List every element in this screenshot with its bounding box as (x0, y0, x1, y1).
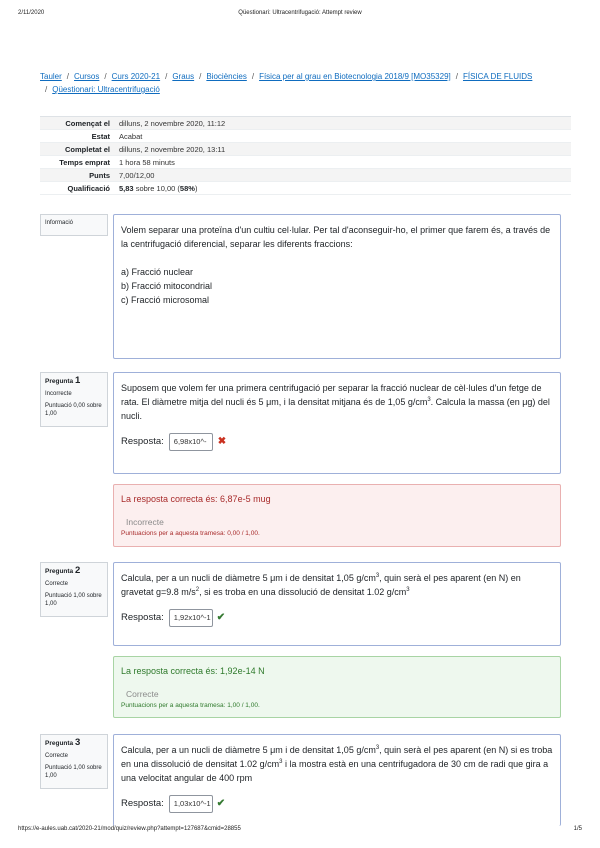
incorrect-icon: ✖ (217, 436, 227, 447)
summary-label: Estat (91, 132, 110, 141)
question-text: Calcula, per a un nucli de diàmetre 5 μm i de densitat 1,05 $g/cm^3$, quin serà el pes aparent (en N) en gravetat g=9.8 $m/s^2$, si es troba en una dissolució de densitat 1.02 $g/cm^3$ (121, 573, 521, 597)
breadcrumb-cursos[interactable]: Cursos (74, 72, 100, 81)
grade-suffix: sobre 10,00 (135, 184, 176, 193)
summary-label: Començat el (65, 119, 110, 128)
summary-row (40, 156, 571, 169)
question-state: Correcte (45, 753, 69, 759)
breadcrumb-separator: / (66, 72, 70, 81)
answer-input[interactable]: 6,98x10^- (169, 433, 213, 451)
answer-row (121, 609, 553, 627)
question-content (113, 562, 561, 718)
print-footer (18, 826, 582, 836)
question-mark: Puntuació 1,00 sobre 1,00 (45, 765, 102, 779)
info-text: Volem separar una proteïna d'un cultiu cel·lular. Per tal d'aconseguir-ho, el primer que farem és, a través de la centrifugació diferencial, separar les diferents fraccions: (121, 225, 551, 249)
summary-row (40, 169, 571, 182)
summary-value: dilluns, 2 novembre 2020, 11:12 (119, 119, 226, 128)
question-formulation (113, 734, 561, 826)
question-mark: Puntuació 1,00 sobre 1,00 (45, 593, 102, 607)
feedback-state: Correcte (126, 689, 159, 699)
print-title: Qüestionari: Ultracentrifugació: Attempt review (238, 10, 362, 16)
question-feedback (113, 656, 561, 718)
breadcrumb-separator: / (251, 72, 255, 81)
question-state: Correcte (45, 581, 69, 587)
right-answer: La resposta correcta és: 6,87e-5 mug (121, 494, 271, 504)
answer-label: Resposta: (121, 798, 164, 809)
print-header (18, 10, 582, 20)
breadcrumb-graus[interactable]: Graus (172, 72, 195, 81)
info-label: Informació (45, 220, 74, 226)
question-number: Pregunta 2 (45, 565, 81, 576)
feedback-state: Incorrecte (126, 517, 164, 527)
answer-input[interactable]: 1,03x10^-1 (169, 795, 213, 813)
right-answer: La resposta correcta és: 1,92e-14 N (121, 666, 265, 676)
grade-percent: 58% (179, 184, 195, 193)
question-state: Incorrecte (45, 391, 72, 397)
breadcrumb-curs[interactable]: Curs 2020-21 (111, 72, 161, 81)
breadcrumb-separator: / (45, 85, 48, 94)
question-formulation (113, 562, 561, 646)
info-sidebar (40, 214, 108, 236)
question-content (113, 372, 561, 547)
question-text: Calcula, per a un nucli de diàmetre 5 μm i de densitat 1,05 $g/cm^3$, quin serà el pes aparent (en N) si es troba en una dissolució de densitat 1.02 $g/cm^3$ i la mostra està en una centrifugadora de 30 cm de radi que gira a una velocitat angular de 400 rpm (121, 745, 553, 783)
question-number: Pregunta 1 (45, 375, 81, 386)
breadcrumb-separator: / (104, 72, 107, 81)
answer-label: Resposta: (121, 436, 164, 447)
question-mark: Puntuació 0,00 sobre 1,00 (45, 403, 102, 417)
info-formulation (113, 214, 561, 359)
summary-grade-value: 5,83 sobre 10,00 (58%) (119, 184, 198, 193)
answer-input[interactable]: 1,92x10^-1 (169, 609, 213, 627)
print-url: https://e-aules.uab.cat/2020-21/mod/quiz/review.php?attempt=127687&cmid=28855 (18, 826, 241, 832)
print-date: 2/11/2020 (18, 10, 45, 16)
correct-icon: ✔ (216, 798, 226, 809)
info-list-item: c) Fracció microsomal (121, 295, 210, 305)
info-content (113, 214, 561, 359)
summary-row (40, 117, 571, 130)
info-list-item: b) Fracció mitocondrial (121, 281, 213, 291)
summary-label: Qualificació (67, 184, 110, 193)
summary-row-grade (40, 182, 571, 195)
breadcrumb-separator: / (455, 72, 458, 81)
print-page-number: 1/5 (573, 826, 582, 832)
summary-value: Acabat (119, 132, 143, 141)
question-text: Suposem que volem fer una primera centrifugació per separar la fracció nuclear de cèl·lules d'un fetge de rata. El diàmetre mitja del nucli és 5 μm, i la densitat mitjana és de 1,05 $g/cm^3$. Calcula la massa (en μg) del nucli. (121, 383, 550, 421)
breadcrumb-separator: / (165, 72, 168, 81)
breadcrumb (40, 70, 560, 96)
answer-row (121, 433, 553, 451)
feedback-grade: Puntuacions per a aquesta tramesa: 0,00 / 1,00. (121, 530, 260, 537)
summary-value: 7,00/12,00 (119, 171, 155, 180)
summary-value: 1 hora 58 minuts (119, 158, 175, 167)
info-list-item: a) Fracció nuclear (121, 267, 194, 277)
question-formulation (113, 372, 561, 474)
question-info (40, 562, 108, 617)
grade-score: 5,83 (119, 184, 134, 193)
attempt-summary-table (40, 116, 571, 195)
breadcrumb-quiz[interactable]: Qüestionari: Ultracentrifugació (52, 85, 160, 94)
summary-label: Temps emprat (59, 158, 110, 167)
answer-label: Resposta: (121, 612, 164, 623)
summary-value: dilluns, 2 novembre 2020, 13:11 (119, 145, 226, 154)
question-number: Pregunta 3 (45, 737, 81, 748)
summary-label: Punts (89, 171, 110, 180)
answer-row (121, 795, 553, 813)
summary-row (40, 143, 571, 156)
question-info (40, 734, 108, 789)
breadcrumb-section[interactable]: FÍSICA DE FLUIDS (462, 72, 533, 81)
correct-icon: ✔ (216, 612, 226, 623)
summary-label: Completat el (64, 145, 110, 154)
summary-row (40, 130, 571, 143)
breadcrumb-separator: / (199, 72, 202, 81)
feedback-grade: Puntuacions per a aquesta tramesa: 1,00 / 1,00. (121, 702, 260, 709)
breadcrumb-biociencies[interactable]: Biociències (206, 72, 247, 81)
question-content (113, 734, 561, 826)
question-info (40, 372, 108, 427)
breadcrumb-course[interactable]: Física per al grau en Biotecnologia 2018/9 [MO35329] (259, 72, 451, 81)
breadcrumb-tauler[interactable]: Tauler (40, 72, 62, 81)
question-feedback (113, 484, 561, 547)
